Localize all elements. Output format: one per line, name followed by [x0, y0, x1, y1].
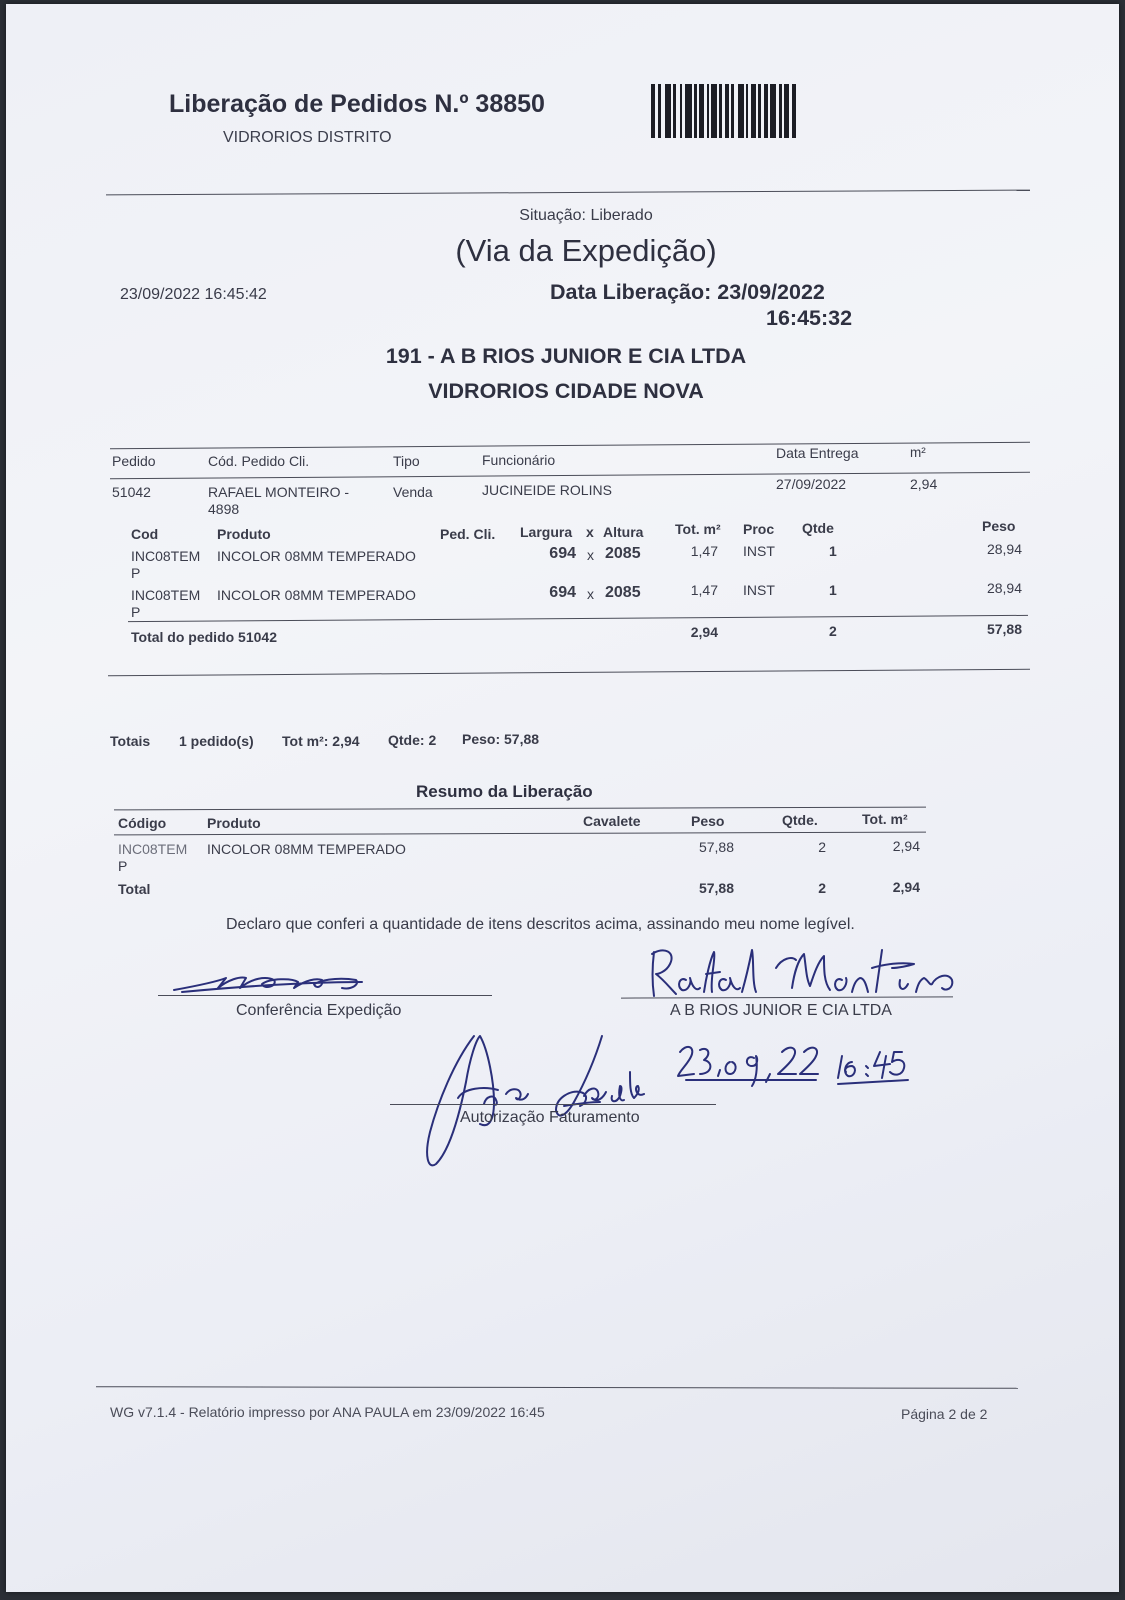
- signature-cliente-label: A B RIOS JUNIOR E CIA LTDA: [670, 1002, 892, 1019]
- order-cod-pedido-cli: RAFAEL MONTEIRO -: [208, 484, 350, 500]
- totais-qtde: Qtde: 2: [388, 732, 437, 748]
- order-total-peso: 57,88: [986, 621, 1022, 637]
- order-cod-pedido-cli-2: 4898: [208, 501, 240, 517]
- data-liberacao-time: 16:45:32: [766, 306, 853, 330]
- col-ped-cli: Ped. Cli.: [440, 526, 496, 542]
- divider: [106, 190, 1030, 196]
- resumo-col-qtde: Qtde.: [782, 812, 818, 828]
- resumo-total-tot-m2: 2,94: [892, 879, 920, 895]
- resumo-col-tot-m2: Tot. m²: [862, 811, 908, 827]
- divider: [114, 832, 926, 836]
- order-total-m2: 2,94: [690, 624, 718, 640]
- signature-autorizacao-label: Autorização Faturamento: [460, 1109, 640, 1126]
- col-x: x: [586, 524, 594, 540]
- footer-page-number: Página 2 de 2: [901, 1406, 988, 1422]
- item-qtde: 1: [829, 582, 837, 598]
- order-pedido: 51042: [112, 484, 151, 500]
- item-cod: INC08TEM: [131, 587, 201, 603]
- item-largura: 694: [549, 584, 576, 601]
- resumo-col-cavalete: Cavalete: [583, 813, 641, 829]
- item-proc: INST: [743, 582, 775, 598]
- print-datetime: 23/09/2022 16:45:42: [120, 286, 267, 303]
- resumo-total-qtde: 2: [818, 880, 826, 896]
- totais-m2: Tot m²: 2,94: [282, 733, 360, 749]
- divider: [114, 807, 926, 811]
- signature-line: [390, 1104, 716, 1105]
- company-name: VIDRORIOS DISTRITO: [223, 129, 392, 146]
- col-m2: m²: [910, 445, 926, 460]
- col-tot-m2: Tot. m²: [675, 521, 721, 537]
- item-produto: INCOLOR 08MM TEMPERADO: [217, 587, 416, 603]
- resumo-col-produto: Produto: [207, 815, 261, 831]
- item-cod: INC08TEM: [131, 548, 201, 564]
- client-name: 191 - A B RIOS JUNIOR E CIA LTDA: [385, 344, 747, 368]
- signature-conferencia: [166, 966, 376, 996]
- item-cod-2: P: [131, 565, 141, 581]
- order-total-qtde: 2: [829, 623, 837, 639]
- col-proc: Proc: [743, 521, 775, 537]
- col-produto: Produto: [217, 526, 271, 542]
- order-funcionario: JUCINEIDE ROLINS: [482, 482, 612, 498]
- item-peso: 28,94: [986, 580, 1022, 596]
- item-produto: INCOLOR 08MM TEMPERADO: [217, 548, 416, 564]
- col-peso: Peso: [982, 518, 1016, 534]
- signature-line: [158, 995, 492, 996]
- document-page: [6, 4, 1119, 1592]
- handwritten-date: [676, 1040, 926, 1090]
- col-cod: Cod: [131, 526, 159, 542]
- resumo-qtde: 2: [818, 839, 826, 855]
- declaration: Declaro que conferi a quantidade de itens descritos acima, assinando meu nome legível.: [226, 916, 855, 933]
- via-label: (Via da Expedição): [455, 233, 717, 268]
- item-altura: 2085: [605, 584, 641, 601]
- totais-label: Totais: [110, 733, 151, 749]
- client-store: VIDRORIOS CIDADE NOVA: [428, 379, 704, 403]
- col-qtde: Qtde: [802, 520, 834, 536]
- resumo-total-peso: 57,88: [698, 880, 734, 896]
- item-x: x: [587, 547, 594, 563]
- resumo-title: Resumo da Liberação: [416, 782, 593, 801]
- item-largura: 694: [549, 545, 576, 562]
- col-pedido: Pedido: [112, 453, 156, 469]
- divider: [128, 615, 1028, 622]
- col-funcionario: Funcionário: [482, 452, 556, 468]
- divider: [108, 669, 1030, 676]
- resumo-total-label: Total: [118, 881, 151, 897]
- signature-autorizacao: [424, 1032, 654, 1172]
- resumo-peso: 57,88: [698, 839, 734, 855]
- resumo-codigo: INC08TEM: [118, 841, 188, 857]
- item-altura: 2085: [605, 545, 641, 562]
- resumo-col-codigo: Código: [118, 815, 167, 831]
- item-proc: INST: [743, 543, 775, 559]
- signature-conferencia-label: Conferência Expedição: [236, 1002, 402, 1019]
- item-peso: 28,94: [986, 541, 1022, 557]
- col-cod-pedido-cli: Cód. Pedido Cli.: [208, 453, 310, 469]
- item-tot-m2: 1,47: [690, 543, 718, 559]
- col-data-entrega: Data Entrega: [776, 445, 859, 461]
- col-largura: Largura: [520, 524, 573, 540]
- footer-printed-by: WG v7.1.4 - Relatório impresso por ANA PAULA em 23/09/2022 16:45: [110, 1404, 545, 1420]
- order-tipo: Venda: [393, 484, 433, 500]
- totais-peso: Peso: 57,88: [462, 731, 540, 747]
- page-title: Liberação de Pedidos N.º 38850: [169, 90, 545, 118]
- order-data-entrega: 27/09/2022: [776, 476, 847, 492]
- resumo-codigo-2: P: [118, 858, 128, 874]
- totais-pedidos: 1 pedido(s): [179, 733, 254, 749]
- item-cod-2: P: [131, 604, 141, 620]
- item-tot-m2: 1,47: [690, 582, 718, 598]
- resumo-produto: INCOLOR 08MM TEMPERADO: [207, 841, 406, 857]
- order-m2: 2,94: [910, 476, 938, 492]
- order-total-label: Total do pedido 51042: [131, 629, 277, 645]
- footer-divider: [96, 1386, 1018, 1389]
- situacao: Situação: Liberado: [519, 207, 653, 224]
- data-liberacao: Data Liberação: 23/09/2022: [550, 280, 825, 304]
- col-tipo: Tipo: [393, 453, 420, 469]
- item-qtde: 1: [829, 543, 837, 559]
- item-x: x: [587, 586, 594, 602]
- divider: [110, 472, 1030, 479]
- barcode: [651, 84, 813, 138]
- col-altura: Altura: [603, 524, 644, 540]
- resumo-col-peso: Peso: [691, 813, 725, 829]
- divider: [110, 442, 1030, 449]
- resumo-tot-m2: 2,94: [892, 838, 920, 854]
